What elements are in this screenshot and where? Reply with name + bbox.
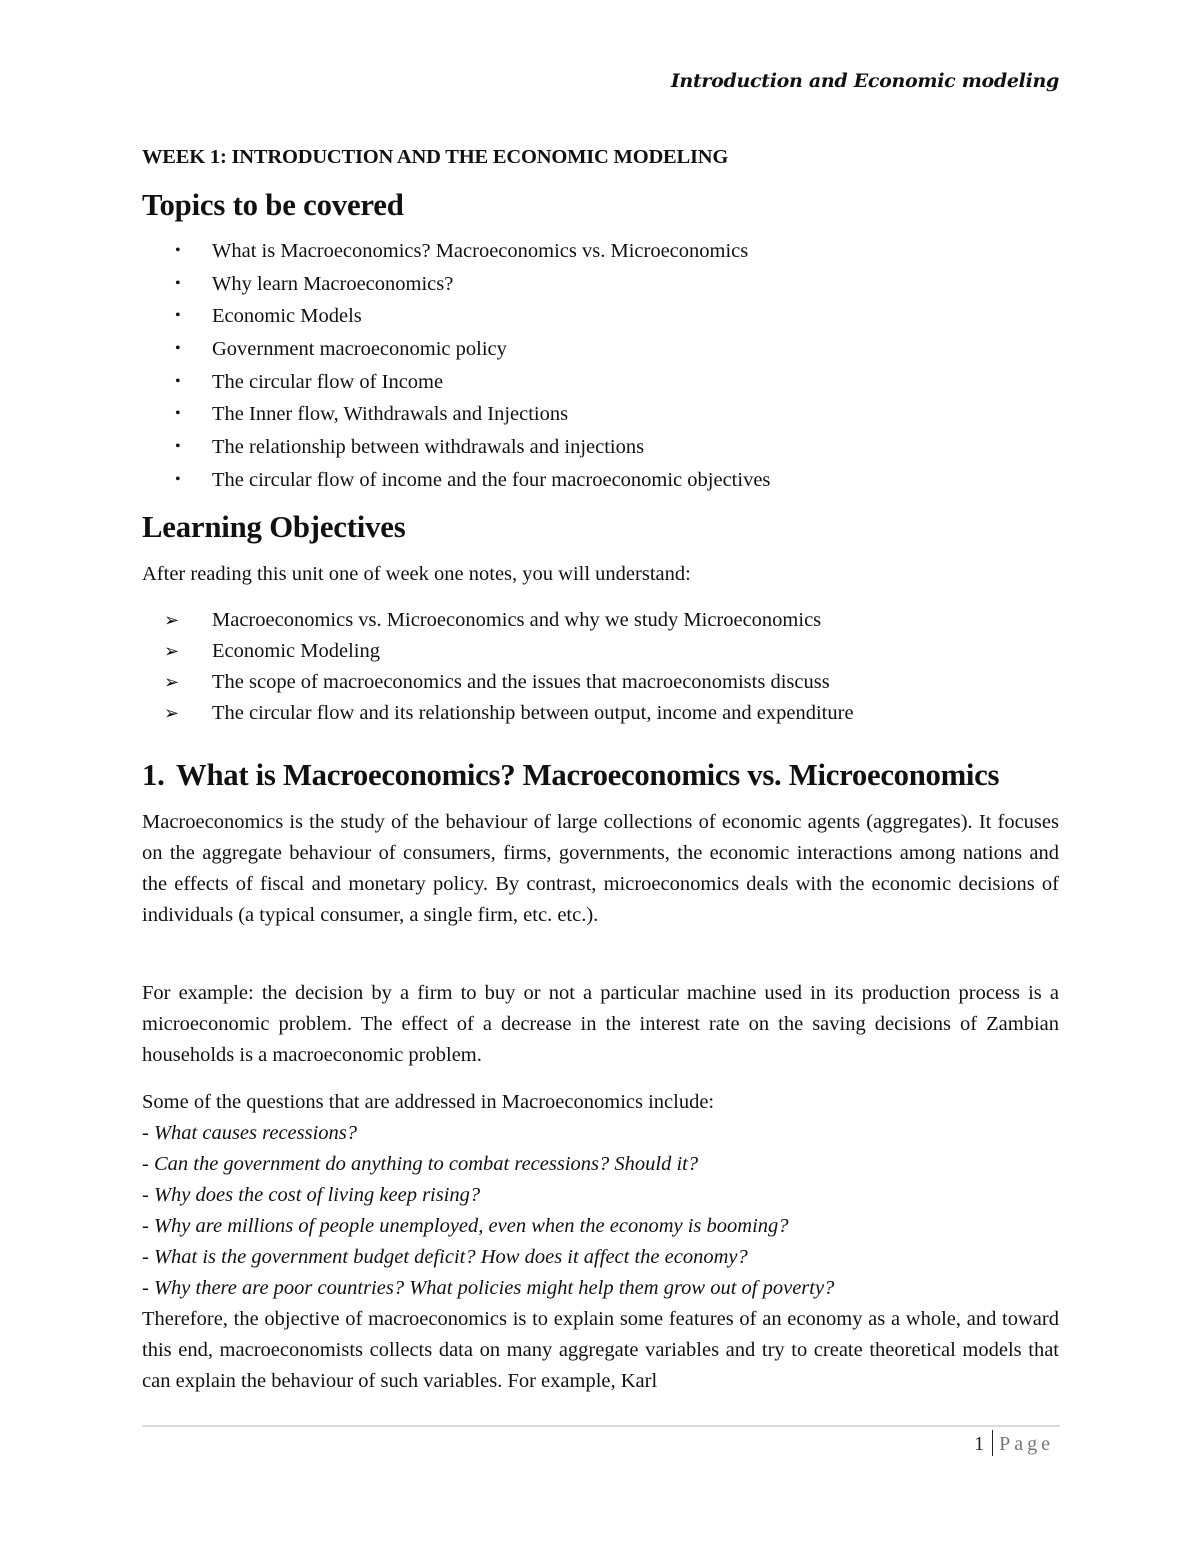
bullet-icon: • <box>175 372 181 390</box>
objectives-intro: After reading this unit one of week one notes, you will understand: <box>142 563 691 585</box>
page-label: Page <box>999 1433 1054 1455</box>
arrow-bullet-icon: ➢ <box>164 641 180 661</box>
paragraph-definition: Macroeconomics is the study of the behaviour of large collections of economic agents (aggregates). It focuses on the aggregate behaviour of consumers, firms, governments, the economic interactions among nations and the effects of fiscal and monetary policy. By contrast, microeconomics deals with the economic decisions of individuals (a typical consumer, a single firm, etc. etc.). <box>142 811 1059 926</box>
learning-objectives-heading: Learning Objectives <box>142 510 406 544</box>
section-heading <box>142 760 999 791</box>
topic-item: • The circular flow of income and the four macroeconomic objectives <box>142 464 770 497</box>
topics-list <box>142 235 770 497</box>
paragraph-objective: Therefore, the objective of macroeconomics is to explain some features of an economy as a whole, and toward this end, macroeconomists collects data on many aggregate variables and try to create theoretical models that can explain the behaviour of such variables. For example, Karl <box>142 1308 1059 1392</box>
objective-item: ➢ The scope of macroeconomics and the issues that macroeconomists discuss <box>142 667 854 698</box>
topic-item: • Government macroeconomic policy <box>142 333 770 366</box>
questions-list <box>142 1118 834 1304</box>
arrow-bullet-icon: ➢ <box>164 610 180 630</box>
topic-item: • The relationship between withdrawals and injections <box>142 431 770 464</box>
topic-item: • The Inner flow, Withdrawals and Injections <box>142 398 770 431</box>
page-number: 1 <box>974 1433 985 1455</box>
topic-item: • Economic Models <box>142 300 770 333</box>
arrow-bullet-icon: ➢ <box>164 672 180 692</box>
bullet-icon: • <box>175 470 181 488</box>
footer-divider <box>142 1425 1060 1427</box>
topic-item: • What is Macroeconomics? Macroeconomics vs. Microeconomics <box>142 235 770 268</box>
topic-item: • The circular flow of Income <box>142 366 770 399</box>
bullet-icon: • <box>175 274 181 292</box>
objective-item: ➢ Macroeconomics vs. Microeconomics and why we study Microeconomics <box>142 605 854 636</box>
question-item: - Why are millions of people unemployed, even when the economy is booming? <box>142 1215 789 1237</box>
objectives-list <box>142 605 854 729</box>
question-item: - Why there are poor countries? What policies might help them grow out of poverty? <box>142 1277 835 1299</box>
question-item: - Can the government do anything to combat recessions? Should it? <box>142 1153 699 1175</box>
bullet-icon: • <box>175 307 181 325</box>
arrow-bullet-icon: ➢ <box>164 703 180 723</box>
week-heading: WEEK 1: INTRODUCTION AND THE ECONOMIC MODELING <box>142 146 729 168</box>
bullet-icon: • <box>175 340 181 358</box>
questions-intro: Some of the questions that are addressed in Macroeconomics include: <box>142 1091 715 1113</box>
footer-separator <box>992 1430 993 1456</box>
question-item: - What causes recessions? <box>142 1122 358 1144</box>
objective-item: ➢ Economic Modeling <box>142 636 854 667</box>
section-number: 1. <box>142 758 165 792</box>
topics-heading: Topics to be covered <box>142 188 404 222</box>
objective-item: ➢ The circular flow and its relationship between output, income and expenditure <box>142 698 854 729</box>
paragraph-example: For example: the decision by a firm to buy or not a particular machine used in its production process is a microeconomic problem. The effect of a decrease in the interest rate on the saving decisions of Zambian households is a macroeconomic problem. <box>142 982 1059 1066</box>
question-item: - Why does the cost of living keep rising? <box>142 1184 481 1206</box>
topic-item: • Why learn Macroeconomics? <box>142 268 770 301</box>
bullet-icon: • <box>175 405 181 423</box>
running-header: Introduction and Economic modeling <box>670 70 1059 92</box>
bullet-icon: • <box>175 242 181 259</box>
page-footer <box>974 1430 1054 1456</box>
bullet-icon: • <box>175 438 181 456</box>
section-title: What is Macroeconomics? Macroeconomics vs. Microeconomics <box>176 758 1000 792</box>
question-item: - What is the government budget deficit? How does it affect the economy? <box>142 1246 748 1268</box>
